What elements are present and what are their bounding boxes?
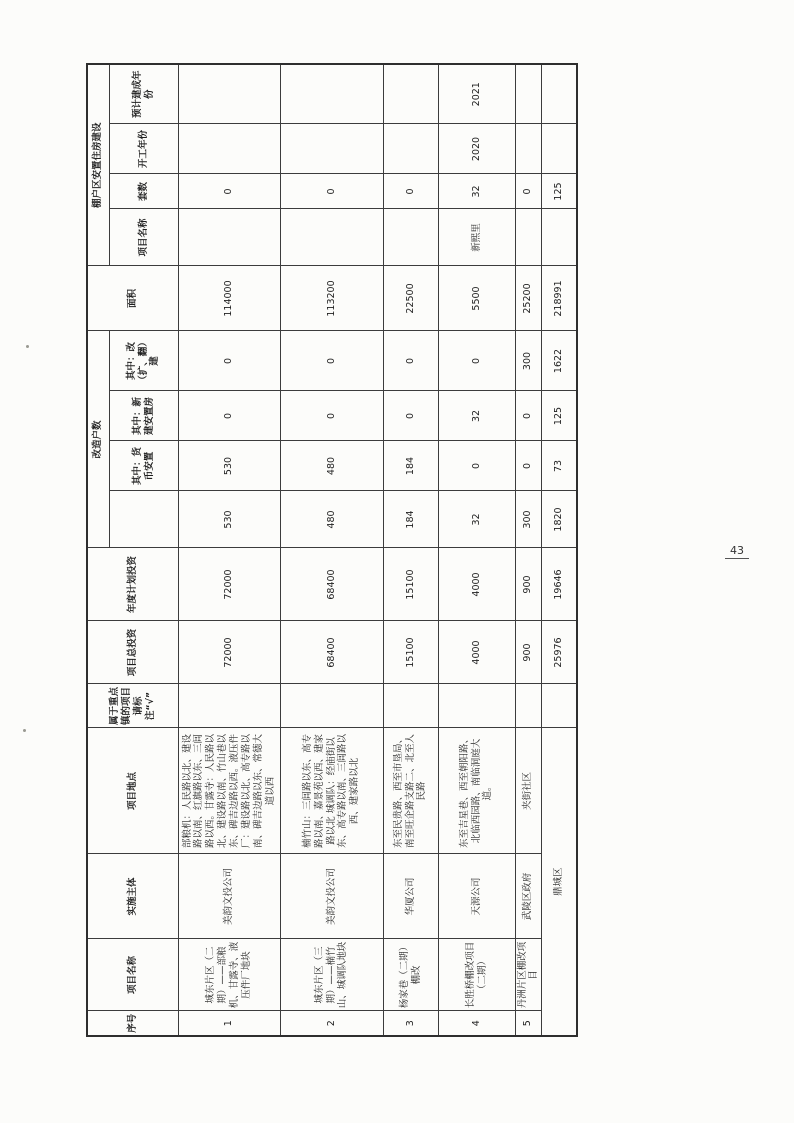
- cell-total_investment: 68400: [280, 621, 383, 684]
- cell-households_new_housing: 32: [438, 391, 515, 441]
- cell-households_new_housing: 0: [383, 391, 438, 441]
- cell-rh_start_year: [383, 124, 438, 174]
- cell-project_name: 长胜桥棚改项目（二期）: [438, 939, 515, 1011]
- cell-serial: 1: [178, 1011, 280, 1036]
- col-header-rh_expected_completion_year: 预计建成年份: [109, 64, 178, 124]
- cell-households_total: 530: [178, 491, 280, 548]
- cell-households_monetary: 184: [383, 441, 438, 491]
- cell-total_investment: 15100: [383, 621, 438, 684]
- col-header-total_investment: 项目总投资: [87, 621, 178, 684]
- cell-implementer: 华厦公司: [383, 854, 438, 939]
- district-total-label: 鼎城区: [542, 728, 577, 1036]
- cell-serial: 2: [280, 1011, 383, 1036]
- cell-rh_project_name: [383, 209, 438, 266]
- cell-rh_project_name: [280, 209, 383, 266]
- col-header-rh_project_name: 项目名称: [109, 209, 178, 266]
- cell-annual_planned_investment: 68400: [280, 548, 383, 621]
- cell-rh_project_name: [178, 209, 280, 266]
- cell-area: 25200: [515, 266, 542, 331]
- cell-households_monetary: 530: [178, 441, 280, 491]
- col-header-area: 面积: [87, 266, 178, 331]
- total-cell-annual_planned_investment: 19646: [542, 548, 577, 621]
- cell-location: 东至民贵路、西至市垦局、南至旺企路支路二、北至人民路: [383, 728, 438, 854]
- total-cell-rh_project_name: [542, 209, 577, 266]
- col-header-households_new_housing: 其中：新建安置房: [109, 391, 178, 441]
- cell-annual_planned_investment: 72000: [178, 548, 280, 621]
- group-header-renovation-households: 改造户数: [87, 331, 109, 548]
- total-cell-households_total: 1820: [542, 491, 577, 548]
- cell-serial: 3: [383, 1011, 438, 1036]
- shantytown-renovation-projects-table: [86, 63, 578, 1037]
- cell-households_total: 32: [438, 491, 515, 548]
- total-cell-key_town_mark: [542, 684, 577, 728]
- cell-households_new_housing: 0: [178, 391, 280, 441]
- cell-households_new_housing: 0: [280, 391, 383, 441]
- cell-rh_units: 0: [280, 174, 383, 209]
- cell-households_monetary: 480: [280, 441, 383, 491]
- col-header-implementer: 实施主体: [87, 854, 178, 939]
- cell-rh_start_year: [515, 124, 542, 174]
- cell-households_total: 480: [280, 491, 383, 548]
- cell-serial: 5: [515, 1011, 542, 1036]
- cell-key_town_mark: [383, 684, 438, 728]
- cell-implementer: 美韵文投公司: [178, 854, 280, 939]
- cell-key_town_mark: [515, 684, 542, 728]
- cell-households_total: 300: [515, 491, 542, 548]
- district-total-row: [542, 64, 577, 1036]
- table-row: [438, 64, 515, 1036]
- cell-rh_expected_completion_year: [178, 64, 280, 124]
- total-cell-households_new_housing: 125: [542, 391, 577, 441]
- cell-total_investment: 72000: [178, 621, 280, 684]
- table-row: [383, 64, 438, 1036]
- cell-location: 部粮机：人民路以北、建设路以南、红旗路以东、三闾路以西。甘露寺：人民路以北、建设路以南、竹山巷以东、碑吉边路以西。液压件厂：建设路以北、高专路以南、碑吉边路以东、常德大道以西: [178, 728, 280, 854]
- cell-households_monetary: 0: [515, 441, 542, 491]
- col-header-households_rebuild: 其中：改（扩、翻）建: [109, 331, 178, 391]
- cell-annual_planned_investment: 15100: [383, 548, 438, 621]
- total-cell-rh_expected_completion_year: [542, 64, 577, 124]
- cell-rh_start_year: [280, 124, 383, 174]
- cell-location: 楠竹山：三闾路以东、高专路以南、嘉景苑以西、建家路以北 城调队：经庙街以东、高专路以南、三闾路以西、建家路以北: [280, 728, 383, 854]
- page-number: 43: [725, 544, 749, 559]
- cell-rh_expected_completion_year: 2021: [438, 64, 515, 124]
- table-row: [515, 64, 542, 1036]
- total-cell-rh_units: 125: [542, 174, 577, 209]
- col-header-project_name: 项目名称: [87, 939, 178, 1011]
- col-header-households_total: [109, 491, 178, 548]
- cell-households_rebuild: 0: [280, 331, 383, 391]
- table-row: [280, 64, 383, 1036]
- cell-rh_units: 0: [178, 174, 280, 209]
- total-cell-households_monetary: 73: [542, 441, 577, 491]
- col-header-key_town_mark: 属于重点镇的项目请标注“√”: [87, 684, 178, 728]
- cell-households_rebuild: 0: [383, 331, 438, 391]
- cell-rh_units: 0: [383, 174, 438, 209]
- col-header-serial: 序号: [87, 1011, 178, 1036]
- cell-rh_units: 32: [438, 174, 515, 209]
- cell-rh_start_year: 2020: [438, 124, 515, 174]
- cell-area: 113200: [280, 266, 383, 331]
- cell-area: 114000: [178, 266, 280, 331]
- total-cell-total_investment: 25976: [542, 621, 577, 684]
- cell-rh_project_name: [515, 209, 542, 266]
- total-cell-area: 218991: [542, 266, 577, 331]
- cell-rh_units: 0: [515, 174, 542, 209]
- cell-serial: 4: [438, 1011, 515, 1036]
- scan-speck: [26, 345, 29, 348]
- col-header-annual_planned_investment: 年度计划投资: [87, 548, 178, 621]
- cell-rh_start_year: [178, 124, 280, 174]
- cell-total_investment: 4000: [438, 621, 515, 684]
- table-row: [178, 64, 280, 1036]
- cell-households_rebuild: 300: [515, 331, 542, 391]
- cell-households_total: 184: [383, 491, 438, 548]
- rotated-table-container: [86, 65, 576, 1037]
- cell-total_investment: 900: [515, 621, 542, 684]
- cell-rh_expected_completion_year: [515, 64, 542, 124]
- cell-rh_expected_completion_year: [383, 64, 438, 124]
- cell-households_monetary: 0: [438, 441, 515, 491]
- cell-annual_planned_investment: 900: [515, 548, 542, 621]
- cell-households_rebuild: 0: [178, 331, 280, 391]
- col-header-rh_start_year: 开工年份: [109, 124, 178, 174]
- cell-area: 5500: [438, 266, 515, 331]
- cell-key_town_mark: [438, 684, 515, 728]
- scan-speck: [23, 729, 26, 732]
- total-cell-rh_start_year: [542, 124, 577, 174]
- cell-households_rebuild: 0: [438, 331, 515, 391]
- cell-key_town_mark: [178, 684, 280, 728]
- cell-implementer: 美韵文投公司: [280, 854, 383, 939]
- group-header-resettlement-housing: 棚户区安置住房建设: [87, 64, 109, 266]
- col-header-rh_units: 套数: [109, 174, 178, 209]
- cell-rh_project_name: 新熙里: [438, 209, 515, 266]
- cell-implementer: 天源公司: [438, 854, 515, 939]
- col-header-households_monetary: 其中：货币安置: [109, 441, 178, 491]
- cell-area: 22500: [383, 266, 438, 331]
- cell-implementer: 武陵区政府: [515, 854, 542, 939]
- cell-annual_planned_investment: 4000: [438, 548, 515, 621]
- cell-project_name: 城东片区（二期）——部粮机、甘露寺、液压件厂地块: [178, 939, 280, 1011]
- cell-households_new_housing: 0: [515, 391, 542, 441]
- col-header-location: 项目地点: [87, 728, 178, 854]
- cell-location: 东至吉星巷、西至朝阳路、北临西园路、南临洞庭大道。: [438, 728, 515, 854]
- total-cell-households_rebuild: 1622: [542, 331, 577, 391]
- cell-key_town_mark: [280, 684, 383, 728]
- cell-rh_expected_completion_year: [280, 64, 383, 124]
- cell-project_name: 杨家巷（二期）棚改: [383, 939, 438, 1011]
- cell-project_name: 城东片区（三期）——楠竹山、城调队地块: [280, 939, 383, 1011]
- cell-location: 夹街社区: [515, 728, 542, 854]
- cell-project_name: 丹洲片区棚改项目: [515, 939, 542, 1011]
